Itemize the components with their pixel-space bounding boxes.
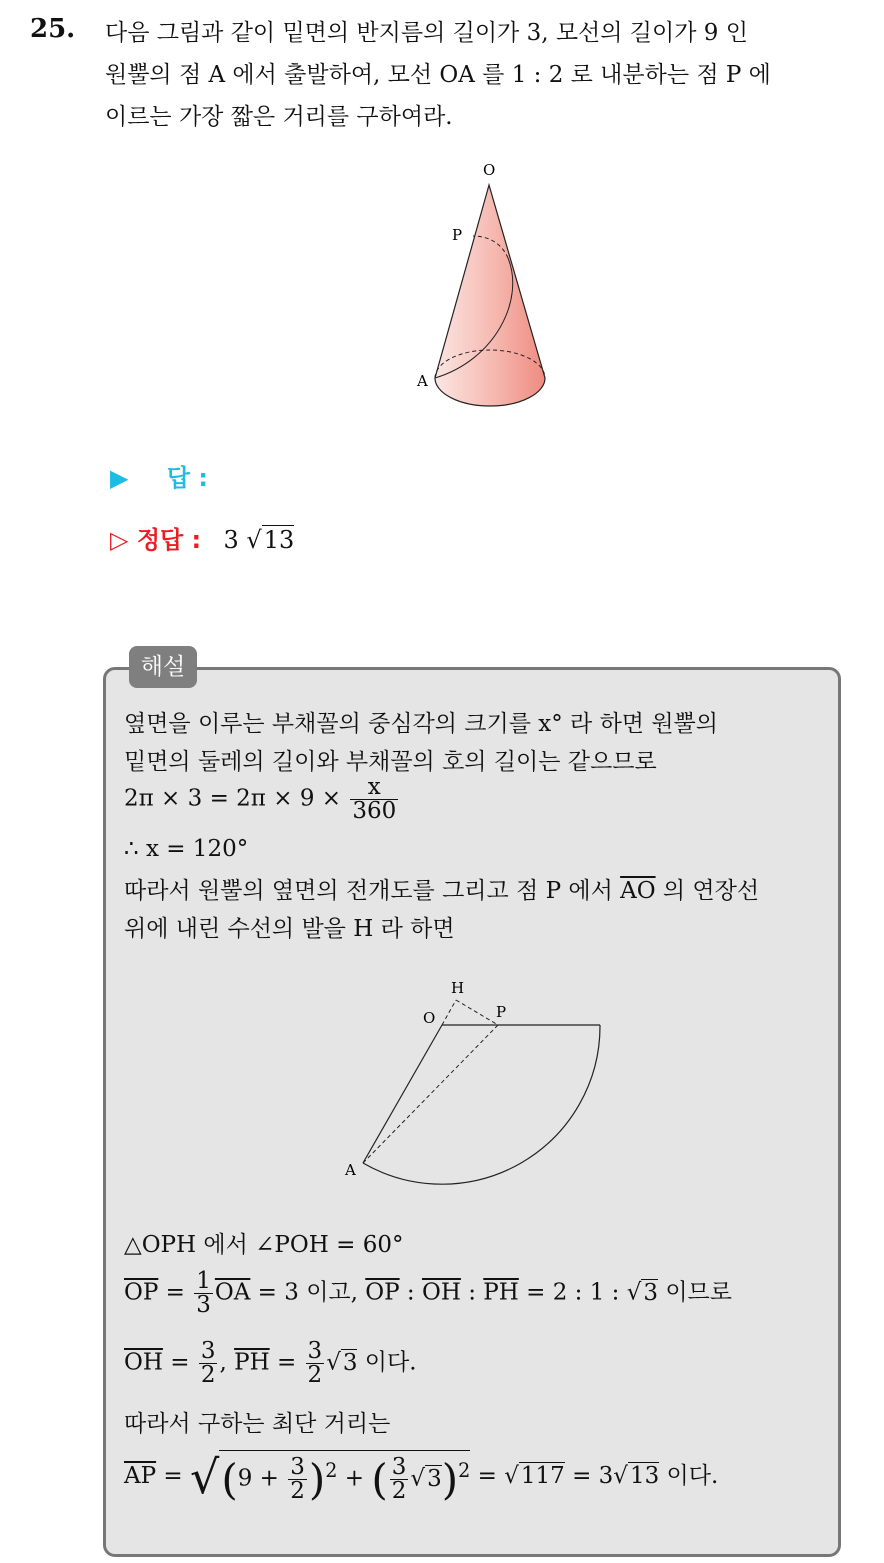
solution-line: 밑면의 둘레의 길이와 부채꼴의 호의 길이는 같으므로	[124, 749, 657, 775]
sector-arc	[363, 1025, 600, 1184]
cone-label-a: A	[417, 372, 428, 390]
sector-label-p: P	[496, 1003, 507, 1021]
sector-ph-segment	[456, 1000, 498, 1025]
solution-line: 따라서 구하는 최단 거리는	[124, 1411, 391, 1437]
answer-row	[110, 458, 208, 493]
solution-tag: 해설	[129, 646, 197, 688]
sector-oh-extension	[442, 1000, 456, 1025]
sector-label-a: A	[345, 1161, 356, 1179]
sector-label-o: O	[423, 1009, 436, 1027]
correct-answer-label: 정답 :	[136, 526, 202, 554]
solution-line: 위에 내린 수선의 발을 H 라 하면	[124, 916, 455, 942]
answer-label: 답 :	[166, 464, 208, 492]
solution-line: ∴ x = 120°	[124, 836, 249, 862]
cone-label-p: P	[452, 226, 463, 244]
outline-play-icon: ▷	[110, 526, 129, 554]
solution-equation: $\overline{AP} = √(9$ + $\frac{3}{2}$ )$^2$ + ( $\frac{3}{2}$ √3)$^2$ = √117 = 3√13 이다.	[124, 1450, 719, 1504]
solution-equation: $\overline{OP}$ = $\frac{1}{3}$ $\overline{OA} = 3$ 이고, $\overline{OP}$ : $\overline{OH}$ : $\overline{PH} = 2$ : 1 : √3 이므로	[124, 1268, 732, 1318]
solution-line: 옆면을 이루는 부채꼴의 중심각의 크기를 x° 라 하면 원뿔의	[124, 711, 718, 737]
solution-equation: 2π × 3 = 2π × 9 × $\frac{x}{360}$	[124, 774, 397, 824]
solution-line: 따라서 원뿔의 옆면의 전개도를 그리고 점 P 에서 $\overline{AO}$ 의 연장선	[124, 878, 760, 904]
cone-label-o: O	[483, 161, 496, 179]
question-line: 원뿔의 점 A 에서 출발하여, 모선 OA 를 1 : 2 로 내분하는 점 P 에	[105, 62, 771, 88]
question-number: 25.	[30, 14, 76, 44]
correct-answer-row	[110, 520, 294, 555]
sector-label-h: H	[451, 979, 465, 997]
question-text	[105, 12, 865, 138]
question-line: 다음 그림과 같이 밑면의 반지름의 길이가 3, 모선의 길이가 9 인	[105, 20, 748, 46]
sector-figure	[330, 975, 610, 1195]
sector-edge-oa	[363, 1025, 442, 1163]
correct-answer-value: 3 √13	[223, 526, 295, 554]
solution-line: △OPH 에서 ∠POH = 60°	[124, 1232, 404, 1258]
question-line: 이르는 가장 짧은 거리를 구하여라.	[105, 104, 453, 130]
solution-equation: $\overline{OH}$ = $\frac{3}{2}$ , $\overline{PH}$ = $\frac{3}{2}$ √3 이다.	[124, 1338, 417, 1388]
play-icon: ▶	[110, 464, 129, 492]
cone-figure	[405, 150, 565, 420]
cone-body	[435, 185, 545, 406]
